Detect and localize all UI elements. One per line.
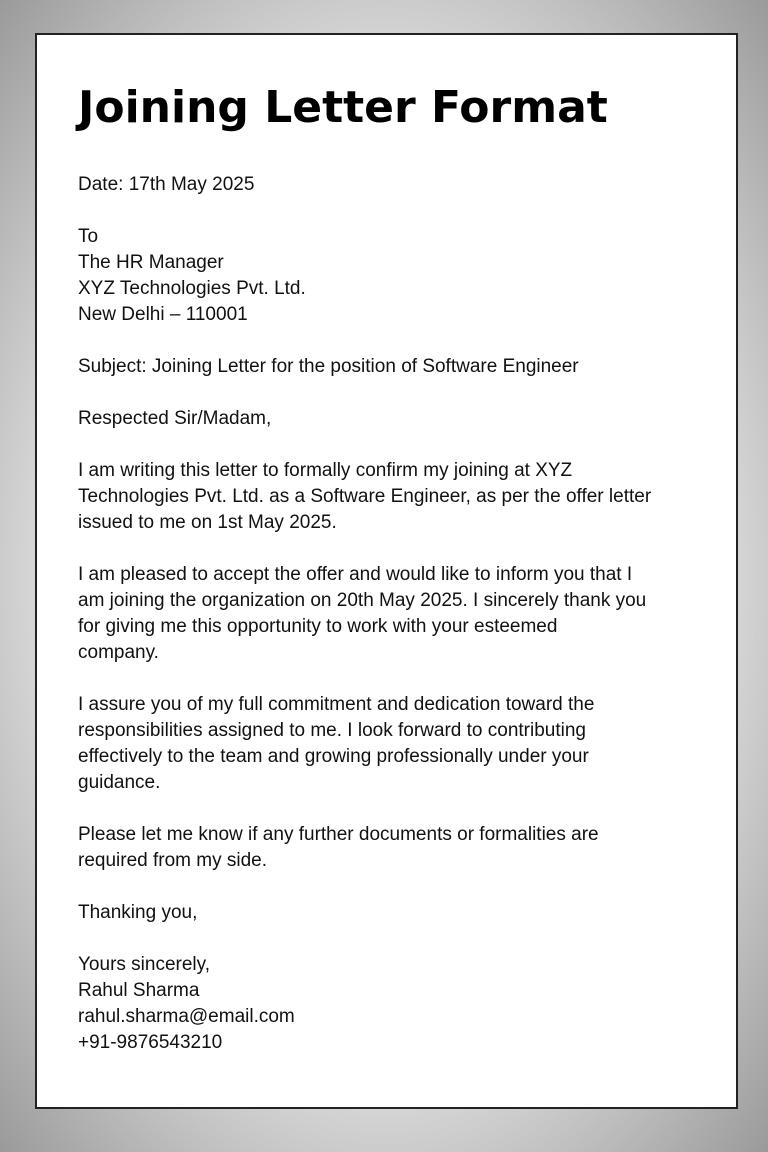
paragraph-line: responsibilities assigned to me. I look forward to contributing <box>78 720 586 741</box>
paragraph-line: Please let me know if any further documents or formalities are <box>78 824 599 845</box>
body-paragraph-1 <box>78 458 698 536</box>
letter-subject: Subject: Joining Letter for the position of Software Engineer <box>78 356 579 377</box>
letter-sheet <box>35 33 738 1109</box>
paragraph-line: required from my side. <box>78 850 268 871</box>
paragraph-line: I am writing this letter to formally confirm my joining at XYZ <box>78 460 573 481</box>
subject-block <box>78 354 698 380</box>
paragraph-line: for giving me this opportunity to work with your esteemed <box>78 616 558 637</box>
page-title: Joining Letter Format <box>78 82 608 133</box>
paragraph-line: I am pleased to accept the offer and would like to inform you that I <box>78 564 633 585</box>
paragraph-line: effectively to the team and growing professionally under your <box>78 746 589 767</box>
paragraph-line: Technologies Pvt. Ltd. as a Software Engineer, as per the offer letter <box>78 486 652 507</box>
sender-phone: +91-9876543210 <box>78 1032 223 1053</box>
date-block <box>78 172 698 198</box>
closing-thanks: Thanking you, <box>78 902 198 923</box>
paragraph-line: guidance. <box>78 772 161 793</box>
letter-date: Date: 17th May 2025 <box>78 174 255 195</box>
body-paragraph-2 <box>78 562 698 666</box>
paragraph-line: issued to me on 1st May 2025. <box>78 512 337 533</box>
body-paragraph-3 <box>78 692 698 796</box>
paragraph-line: am joining the organization on 20th May 2025. I sincerely thank you <box>78 590 647 611</box>
letter-body <box>78 172 698 1056</box>
body-paragraph-4 <box>78 822 698 874</box>
recipient-company: XYZ Technologies Pvt. Ltd. <box>78 278 306 299</box>
recipient-role: The HR Manager <box>78 252 224 273</box>
thanks-block <box>78 900 698 926</box>
sender-name: Rahul Sharma <box>78 980 200 1001</box>
salutation-block <box>78 406 698 432</box>
signature-block <box>78 952 698 1056</box>
letter-salutation: Respected Sir/Madam, <box>78 408 272 429</box>
recipient-to: To <box>78 226 99 247</box>
recipient-address <box>78 224 698 328</box>
paragraph-line: I assure you of my full commitment and dedication toward the <box>78 694 595 715</box>
recipient-city: New Delhi – 110001 <box>78 304 248 325</box>
sender-email: rahul.sharma@email.com <box>78 1006 295 1027</box>
closing-phrase: Yours sincerely, <box>78 954 211 975</box>
paragraph-line: company. <box>78 642 159 663</box>
